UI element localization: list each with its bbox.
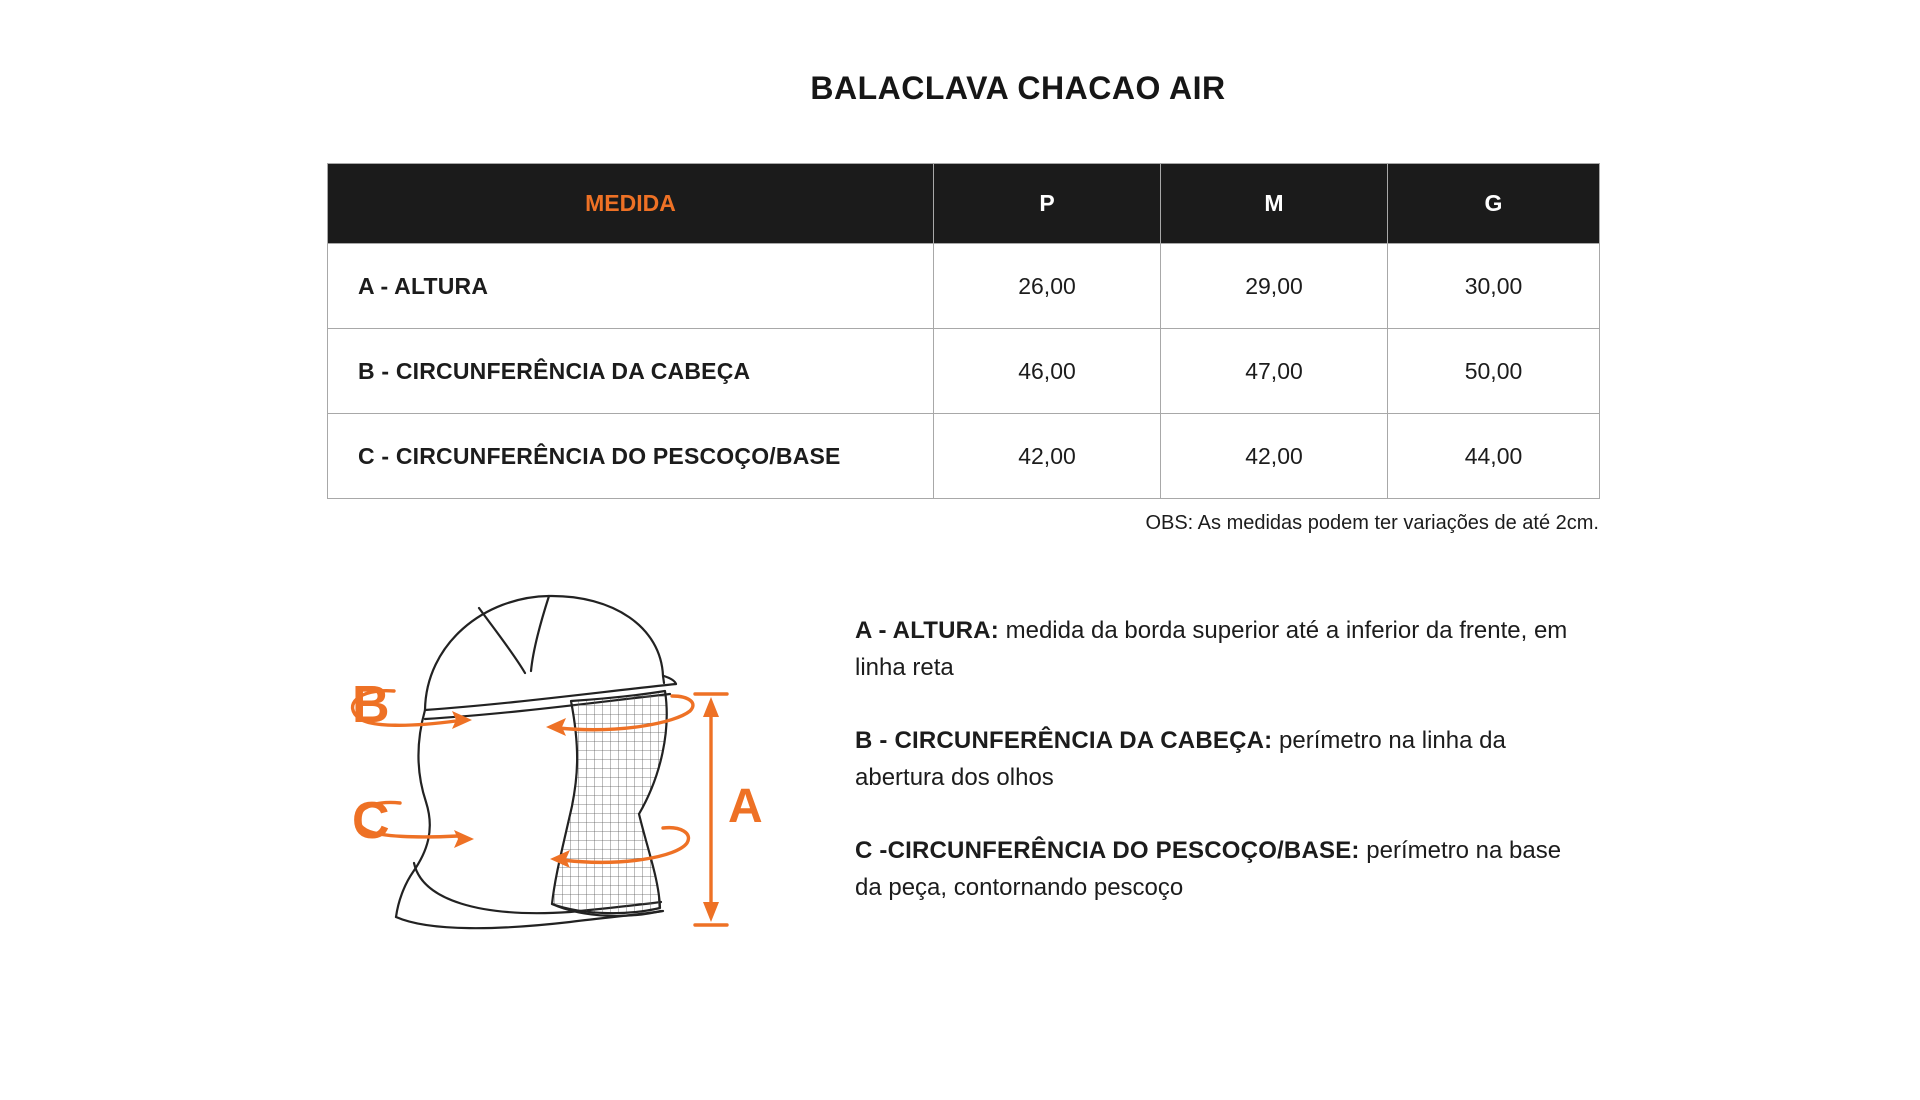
description-altura-text: medida da borda superior até a inferior da frente, em linha reta (855, 617, 1568, 681)
value-altura-m: 29,00 (1161, 244, 1388, 329)
size-table (327, 163, 1600, 499)
value-cabeca-m: 47,00 (1161, 329, 1388, 414)
table-row (328, 329, 1600, 414)
arrowhead-icon (703, 902, 719, 922)
diagram-label-c: C (352, 792, 390, 850)
value-pescoco-p: 42,00 (934, 414, 1161, 499)
balaclava-illustration-icon (330, 570, 810, 970)
value-altura-p: 26,00 (934, 244, 1161, 329)
diagram-label-a: A (728, 780, 763, 833)
description-altura (855, 612, 1590, 686)
balaclava-measurement-diagram (330, 570, 810, 970)
table-row (328, 414, 1600, 499)
value-cabeca-p: 46,00 (934, 329, 1161, 414)
row-label-altura: A - ALTURA (328, 244, 934, 329)
description-altura-term: A - ALTURA: (855, 617, 999, 644)
description-cabeca-text: perímetro na linha da abertura dos olhos (855, 727, 1506, 791)
arrowhead-icon (454, 830, 474, 848)
page-title: BALACLAVA CHACAO AIR (810, 70, 1226, 106)
description-cabeca-term: B - CIRCUNFERÊNCIA DA CABEÇA: (855, 727, 1273, 754)
table-row (328, 244, 1600, 329)
row-label-circunferencia-cabeca: B - CIRCUNFERÊNCIA DA CABEÇA (328, 329, 934, 414)
value-cabeca-g: 50,00 (1388, 329, 1600, 414)
arrowhead-icon (703, 697, 719, 717)
measurement-variation-note: OBS: As medidas podem ter variações de até 2cm. (1145, 512, 1599, 534)
description-circunferencia-cabeca (855, 722, 1590, 796)
a-height-dimension-arrow (695, 694, 727, 925)
column-header-g: G (1388, 164, 1600, 244)
value-pescoco-m: 42,00 (1161, 414, 1388, 499)
description-circunferencia-pescoco (855, 832, 1590, 906)
value-altura-g: 30,00 (1388, 244, 1600, 329)
column-header-medida: MEDIDA (328, 164, 934, 244)
column-header-p: P (934, 164, 1161, 244)
table-header-row (328, 164, 1600, 244)
column-header-m: M (1161, 164, 1388, 244)
description-pescoco-text: perímetro na base da peça, contornando pescoço (855, 837, 1562, 901)
row-label-circunferencia-pescoco: C - CIRCUNFERÊNCIA DO PESCOÇO/BASE (328, 414, 934, 499)
diagram-label-b: B (352, 676, 390, 734)
description-pescoco-term: C -CIRCUNFERÊNCIA DO PESCOÇO/BASE: (855, 837, 1360, 864)
value-pescoco-g: 44,00 (1388, 414, 1600, 499)
